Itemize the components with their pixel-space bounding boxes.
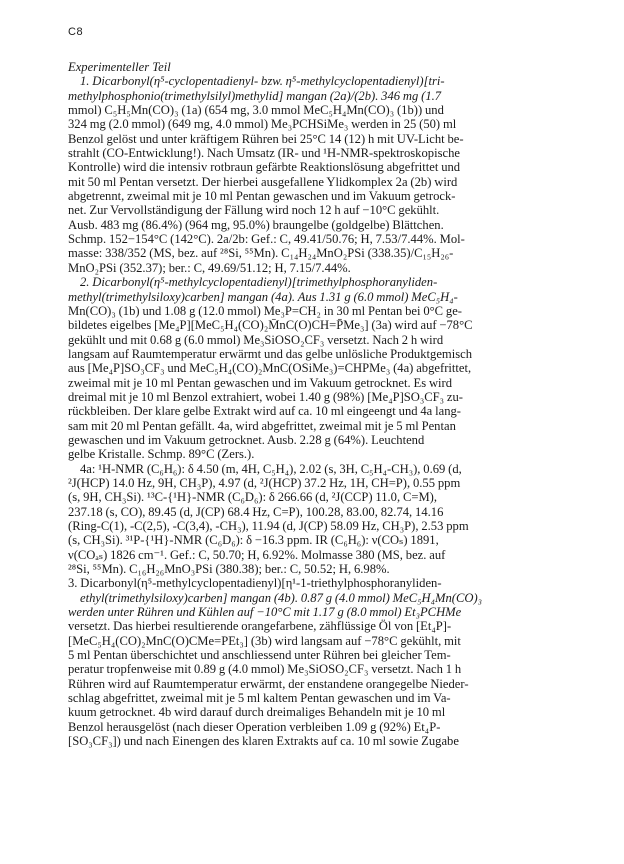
text-line: ²J(HCP) 14.0 Hz, 9H, CH₃P), 4.97 (d, ²J(HCP) 37.2 Hz, 1H, CH=P), 0.55 ppm: [68, 475, 461, 490]
section-heading: Experimenteller Teil: [68, 60, 171, 74]
text-line: Kontrolle) wird die intensiv rotbraun gefärbte Reaktionslösung abgefrittet und: [68, 160, 461, 175]
text-line: Ausb. 483 mg (86.4%) (964 mg, 95.0%) braungelbe (goldgelbe) Blättchen.: [68, 217, 444, 232]
text-line: ²⁸Si, ⁵⁵Mn). C₁₆H₂₆MnO₃PSi (380.38); ber.: C, 50.52; H, 6.98%.: [68, 562, 390, 577]
text-line: bildetes eigelbes [Me₄P][MeC₅H₄(CO)₂M̄nC(O)CH=P̄Me₃] (3a) wird auf −78°C: [68, 318, 473, 333]
text-line: Rühren wird auf Raumtemperatur erwärmt, der enstandene orangegelbe Nieder-: [68, 676, 469, 691]
text-line: (Ring-C(1), -C(2,5), -C(3,4), -CH₃), 11.94 (d, J(CP) 58.09 Hz, CH₃P), 2.53 ppm: [68, 519, 469, 533]
text-line: 324 mg (2.0 mmol) (649 mg, 4.0 mmol) Me₃PCHSiMe₃ werden in 25 (50) ml: [68, 117, 457, 132]
text-line: mmol) C₅H₅Mn(CO)₃ (1a) (654 mg, 3.0 mmol MeC₅H₄Mn(CO)₃ (1b)) und: [68, 103, 444, 118]
text-line: 237.18 (s, CO), 89.45 (d, J(CP) 68.4 Hz, C=P), 100.28, 83.00, 82.74, 14.16: [68, 504, 444, 519]
text-line: Mn(CO)₃ (1b) und 1.08 g (12.0 mmol) Me₃P=CH₂ in 30 ml Pentan bei 0°C ge-: [68, 303, 462, 318]
text-line: 2. Dicarbonyl(η⁵-methylcyclopentadienyl)[trimethylphosphoranyliden-: [80, 275, 438, 290]
text-line: ethyl(trimethylsiloxy)carben] mangan (4b). 0.87 g (4.0 mmol) MeC₅H₄Mn(CO)₃: [80, 590, 483, 605]
text-line: zweimal mit je 10 ml Pentan gewaschen und im Vakuum getrocknet. Es wird: [68, 375, 453, 390]
text-line: gekühlt und mit 0.68 g (6.0 mmol) Me₃SiOSO₂CF₃ versetzt. Nach 2 h wird: [68, 332, 444, 347]
text-line: mit 50 ml Pentan versetzt. Der hierbei ausgefallene Ylidkomplex 2a (2b) wird: [68, 174, 458, 189]
text-line: kuum getrocknet. 4b wird darauf durch dreimaliges Behandeln mit je 10 ml: [68, 705, 446, 720]
text-line: gewaschen und im Vakuum getrocknet. Ausb. 2.28 g (64%). Leuchtend: [68, 432, 425, 447]
text-line: 4a: ¹H-NMR (C₆H₆): δ 4.50 (m, 4H, C₅H₄), 2.02 (s, 3H, C₅H₄-CH₃), 0.69 (d,: [80, 461, 462, 476]
text-line: gelbe Kristalle. Schmp. 89°C (Zers.).: [68, 447, 255, 462]
text-line: strahlt (CO-Entwicklung!). Nach Umsatz (IR- und ¹H-NMR-spektroskopische: [68, 146, 460, 161]
text-line: net. Zur Vervollständigung der Fällung wird noch 12 h auf −10°C gekühlt.: [68, 203, 440, 218]
text-line: werden unter Rühren und Kühlen auf −10°C mit 1.17 g (8.0 mmol) Et₃PCHMe: [68, 605, 462, 620]
page-number: C8: [68, 26, 84, 38]
text-line: (s, CH₃Si). ³¹P-{¹H}-NMR (C₆D₆): δ −16.3 ppm. IR (C₆H₆): ν(COₛ) 1891,: [68, 533, 439, 548]
text-line: 3. Dicarbonyl(η⁵-methylcyclopentadienyl)[η¹-1-triethylphosphoranyliden-: [68, 576, 442, 591]
text-line: versetzt. Das hierbei resultierende orangefarbene, zähflüssige Öl von [Et₄P]-: [68, 619, 452, 634]
text-line: methylphosphonio(trimethylsilyl)methylid] mangan (2a)/(2b). 346 mg (1.7: [68, 88, 442, 103]
text-line: ν(COₐₛ) 1826 cm⁻¹. Gef.: C, 50.70; H, 6.92%. Molmasse 380 (MS, bez. auf: [68, 547, 446, 562]
text-line: methyl(trimethylsiloxy)carben] mangan (4a). Aus 1.31 g (6.0 mmol) MeC₅H₄-: [68, 289, 458, 304]
text-line: 5 ml Pentan überschichtet und anschliessend unter Rühren bei gleicher Tem-: [68, 648, 451, 663]
body-text: [68, 74, 573, 748]
page-content: [68, 26, 573, 749]
text-line: [SO₃CF₃]) und nach Einengen des klaren Extrakts auf ca. 10 ml sowie Zugabe: [68, 734, 459, 749]
text-line: [MeC₅H₄(CO)₂MnC(O)CMe=PEt₃] (3b) wird langsam auf −78°C gekühlt, mit: [68, 633, 461, 648]
text-line: Benzol herausgelöst (nach dieser Operation verbleiben 1.09 g (92%) Et₄P-: [68, 719, 441, 734]
text-line: sam mit 20 ml Pentan gefällt. 4a, wird abgefrittet, zweimal mit je 5 ml Pentan: [68, 418, 456, 433]
text-line: rückbleiben. Der klare gelbe Extrakt wird auf ca. 10 ml eingeengt und 4a lang-: [68, 404, 462, 419]
text-line: Benzol gelöst und unter kräftigem Rühren bei 25°C 14 (12) h mit UV-Licht be-: [68, 131, 464, 146]
text-line: aus [Me₄P]SO₃CF₃ und MeC₅H₄(CO)₂MnC(OSiMe₃)=CHPMe₃ (4a) abgefrittet,: [68, 361, 472, 376]
text-line: (s, 9H, CH₃Si). ¹³C-{¹H}-NMR (C₆D₆): δ 266.66 (d, ²J(CCP) 11.0, C=M),: [68, 490, 437, 505]
text-line: Schmp. 152−154°C (142°C). 2a/2b: Gef.: C, 49.41/50.76; H, 7.53/7.44%. Mol-: [68, 232, 465, 247]
text-line: abgetrennt, zweimal mit je 10 ml Pentan gewaschen und im Vakuum getrock-: [68, 189, 456, 204]
text-line: masse: 338/352 (MS, bez. auf ²⁸Si, ⁵⁵Mn). C₁₄H₂₄MnO₂PSi (338.35)/C₁₅H₂₆-: [68, 246, 454, 261]
text-line: peratur tropfenweise mit 0.89 g (4.0 mmol) Me₃SiOSO₂CF₃ versetzt. Nach 1 h: [68, 662, 462, 677]
text-line: dreimal mit je 10 ml Benzol extrahiert, wobei 1.40 g (98%) [Me₄P]SO₃CF₃ zu-: [68, 389, 464, 404]
text-line: schlag abgefrittet, zweimal mit je 5 ml kaltem Pentan gewaschen und im Va-: [68, 691, 451, 706]
text-line: MnO₂PSi (352.37); ber.: C, 49.69/51.12; H, 7.15/7.44%.: [68, 260, 351, 275]
text-line: langsam auf Raumtemperatur erwärmt und das gelbe unlösliche Produktgemisch: [68, 346, 472, 361]
text-line: 1. Dicarbonyl(η⁵-cyclopentadienyl- bzw. η⁵-methylcyclopentadienyl)[tri-: [80, 74, 445, 89]
